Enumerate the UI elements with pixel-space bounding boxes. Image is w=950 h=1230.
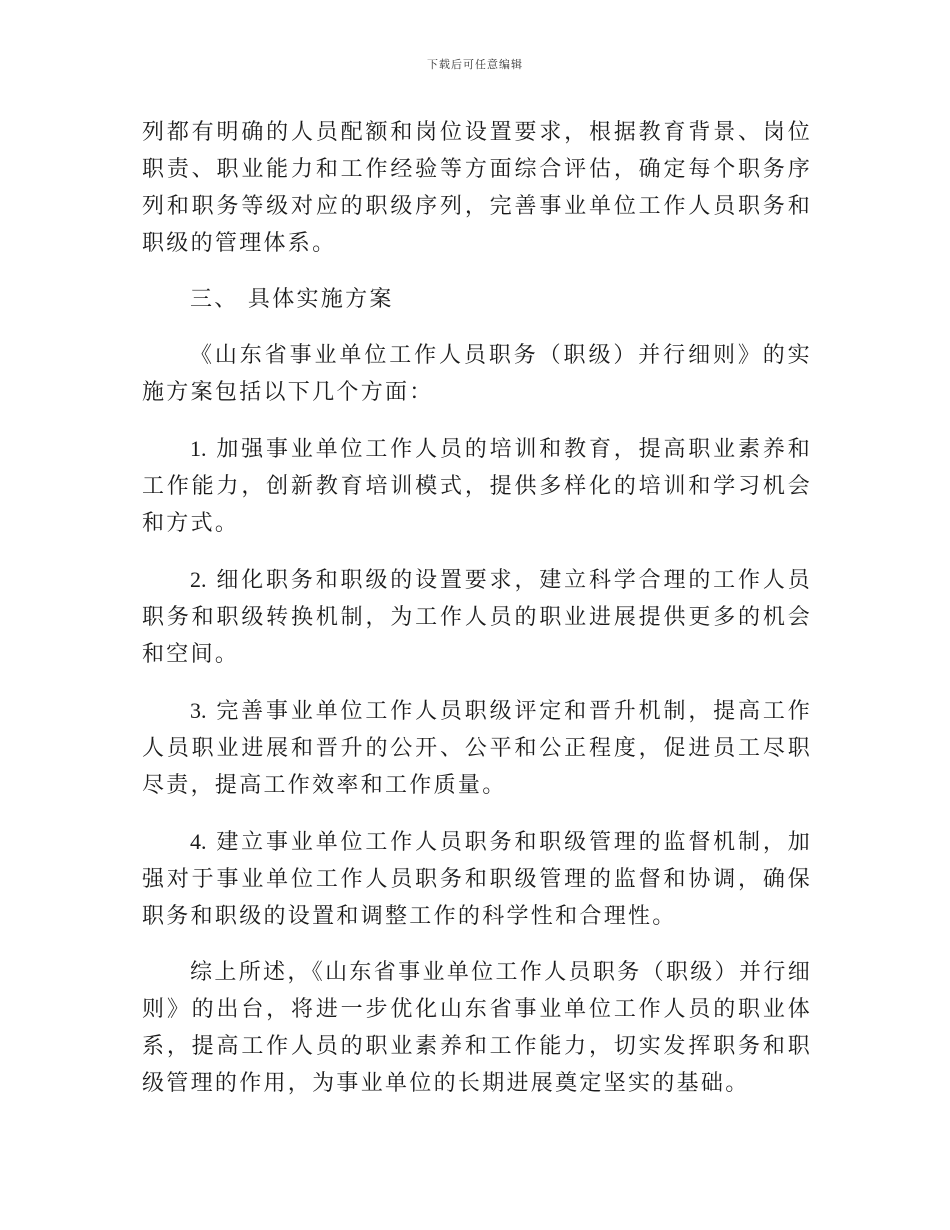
section-heading: 三、 具体实施方案: [190, 287, 394, 312]
paragraph-continuation: 列都有明确的人员配额和岗位设置要求，根据教育背景、岗位职责、职业能力和工作经验等方面综合评估，确定每个职务序列和职务等级对应的职级序列，完善事业单位工作人员职务和职级的管理体系。: [142, 120, 812, 256]
paragraph-intro: 《山东省事业单位工作人员职务（职级）并行细则》的实施方案包括以下几个方面：: [142, 343, 812, 405]
list-item-text: 建立事业单位工作人员职务和职级管理的监督机制，加强对于事业单位工作人员职务和职级管理的监督和协调，确保职务和职级的设置和调整工作的科学性和合理性。: [142, 830, 813, 929]
list-item: [142, 430, 812, 542]
page-header: 下载后可任意编辑: [427, 58, 523, 71]
list-item: [142, 561, 812, 673]
list-item-number: 4.: [190, 829, 207, 854]
list-item-text: 细化职务和职级的设置要求，建立科学合理的工作人员职务和职级转换机制，为工作人员的职业进展提供更多的机会和空间。: [142, 568, 813, 667]
list-item-text: 完善事业单位工作人员职级评定和晋升机制，提高工作人员职业进展和晋升的公开、公平和公正程度，促进员工尽职尽责，提高工作效率和工作质量。: [142, 699, 813, 798]
paragraph-conclusion: 综上所述，《山东省事业单位工作人员职务（职级）并行细则》的出台，将进一步优化山东省事业单位工作人员的职业体系，提高工作人员的职业素养和工作能力，切实发挥职务和职级管理的作用，为事业单位的长期进展奠定坚实的基础。: [142, 960, 812, 1096]
list-item: [142, 823, 812, 935]
list-item: [142, 692, 812, 804]
document-body: [142, 114, 812, 1121]
list-item-text: 加强事业单位工作人员的培训和教育，提高职业素养和工作能力，创新教育培训模式，提供多样化的培训和学习机会和方式。: [142, 437, 813, 536]
list-item-number: 1.: [190, 436, 207, 461]
list-item-number: 3.: [190, 698, 207, 723]
list-item-number: 2.: [190, 567, 207, 592]
